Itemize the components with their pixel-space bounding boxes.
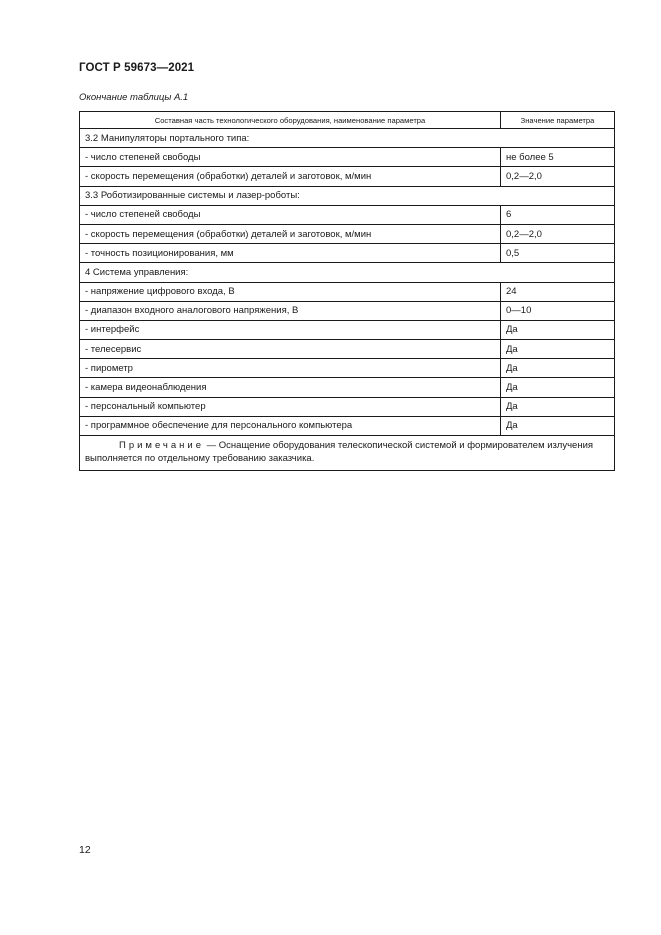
table-row: [80, 359, 615, 378]
parameter-name: - диапазон входного аналогового напряжения, В: [80, 301, 501, 320]
section-title: 4 Система управления:: [80, 263, 615, 282]
parameter-value: не более 5: [501, 148, 615, 167]
table-row: [80, 416, 615, 435]
table-row: [80, 167, 615, 186]
parameter-value: Да: [501, 340, 615, 359]
table-row: [80, 378, 615, 397]
table-row: [80, 282, 615, 301]
section-title: 3.3 Роботизированные системы и лазер-роботы:: [80, 186, 615, 205]
parameter-value: 0,2—2,0: [501, 167, 615, 186]
parameter-value: Да: [501, 416, 615, 435]
parameter-name: - программное обеспечение для персонального компьютера: [80, 416, 501, 435]
table-note: [80, 436, 615, 471]
parameter-value: 0,2—2,0: [501, 224, 615, 243]
parameter-value: Да: [501, 397, 615, 416]
page-number: 12: [79, 844, 91, 856]
parameter-value: 6: [501, 205, 615, 224]
table-section-row: [80, 186, 615, 205]
table-row: [80, 320, 615, 339]
parameter-value: Да: [501, 320, 615, 339]
table-body: [80, 129, 615, 436]
table-caption: Окончание таблицы А.1: [79, 92, 189, 103]
parameter-name: - точность позиционирования, мм: [80, 244, 501, 263]
note-label: Примечание: [119, 440, 204, 451]
table-row: [80, 340, 615, 359]
parameter-name: - скорость перемещения (обработки) деталей и заготовок, м/мин: [80, 224, 501, 243]
document-standard-id: ГОСТ Р 59673—2021: [79, 62, 195, 74]
parameter-name: - интерфейс: [80, 320, 501, 339]
header-value: Значение параметра: [501, 112, 615, 129]
parameter-name: - камера видеонаблюдения: [80, 378, 501, 397]
parameter-value: 24: [501, 282, 615, 301]
table-section-row: [80, 129, 615, 148]
parameter-value: Да: [501, 378, 615, 397]
parameter-name: - телесервис: [80, 340, 501, 359]
parameter-name: - число степеней свободы: [80, 148, 501, 167]
table-note-row: [80, 436, 615, 471]
table-section-row: [80, 263, 615, 282]
parameter-name: - скорость перемещения (обработки) деталей и заготовок, м/мин: [80, 167, 501, 186]
table-row: [80, 301, 615, 320]
parameter-name: - число степеней свободы: [80, 205, 501, 224]
note-text: — Оснащение оборудования телескопической системой и формирователем излучения выполняется по отдельному требованию заказчика.: [85, 440, 594, 464]
table-row: [80, 224, 615, 243]
parameter-name: - напряжение цифрового входа, В: [80, 282, 501, 301]
parameter-value: 0—10: [501, 301, 615, 320]
table-row: [80, 244, 615, 263]
parameter-value: 0,5: [501, 244, 615, 263]
parameter-name: - персональный компьютер: [80, 397, 501, 416]
table-row: [80, 148, 615, 167]
header-component: Составная часть технологического оборудования, наименование параметра: [80, 112, 501, 129]
section-title: 3.2 Манипуляторы портального типа:: [80, 129, 615, 148]
table-row: [80, 205, 615, 224]
parameters-table: [79, 111, 615, 471]
parameter-value: Да: [501, 359, 615, 378]
table-header-row: [80, 112, 615, 129]
parameter-name: - пирометр: [80, 359, 501, 378]
table-row: [80, 397, 615, 416]
